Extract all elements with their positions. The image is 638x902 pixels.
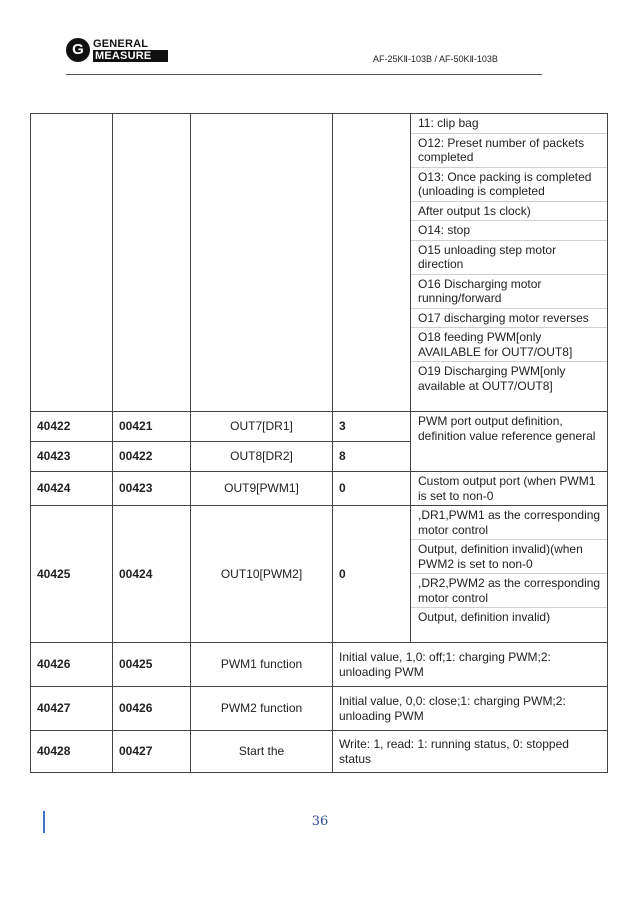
register-cell: 00426: [113, 687, 191, 731]
address-cell: 40422: [31, 412, 113, 442]
desc-line: PWM port output definition, definition value reference general: [418, 414, 596, 443]
company-logo: [66, 38, 168, 62]
address-cell: 40423: [31, 442, 113, 472]
description-cell: Initial value, 0,0: close;1: charging PWM;2: unloading PWM: [333, 687, 608, 731]
table-row: [31, 472, 608, 506]
address-cell: 40426: [31, 643, 113, 687]
description-cell: [411, 114, 608, 412]
name-cell: OUT10[PWM2]: [191, 506, 333, 643]
value-cell: 0: [333, 506, 411, 643]
register-cell: [113, 114, 191, 412]
name-cell: Start the: [191, 731, 333, 773]
desc-line: O19 Discharging PWM[only available at OUT7/OUT8]: [418, 364, 566, 393]
address-cell: 40425: [31, 506, 113, 643]
description-cell: [411, 472, 608, 506]
desc-line: After output 1s clock): [411, 202, 607, 222]
value-cell: 8: [333, 442, 411, 472]
desc-line: 11: clip bag: [411, 114, 607, 134]
page-number: 36: [311, 814, 329, 829]
logo-mark: G: [66, 38, 90, 62]
desc-line: Output, definition invalid): [418, 610, 551, 624]
description-cell: [411, 412, 608, 472]
model-number: AF-25KⅡ-103B / AF-50KⅡ-103B: [373, 54, 498, 64]
register-cell: 00423: [113, 472, 191, 506]
logo-word-measure: MEASURE: [93, 50, 168, 62]
name-cell: OUT8[DR2]: [191, 442, 333, 472]
description-cell: [411, 506, 608, 643]
desc-line: O16 Discharging motor running/forward: [411, 275, 607, 309]
page-margin-bar: [43, 811, 45, 833]
register-table: [30, 113, 608, 773]
desc-line: ,DR1,PWM1 as the corresponding motor control: [411, 506, 607, 540]
name-cell: OUT7[DR1]: [191, 412, 333, 442]
table-row: [31, 643, 608, 687]
register-cell: 00424: [113, 506, 191, 643]
desc-line: O14: stop: [411, 221, 607, 241]
table-row: [31, 412, 608, 442]
address-cell: 40424: [31, 472, 113, 506]
address-cell: 40428: [31, 731, 113, 773]
desc-line: O17 discharging motor reverses: [411, 309, 607, 329]
description-cell: Initial value, 1,0: off;1: charging PWM;2: unloading PWM: [333, 643, 608, 687]
name-cell: PWM2 function: [191, 687, 333, 731]
header-divider: [66, 74, 542, 75]
register-cell: 00425: [113, 643, 191, 687]
name-cell: OUT9[PWM1]: [191, 472, 333, 506]
name-cell: PWM1 function: [191, 643, 333, 687]
desc-line: O18 feeding PWM[only AVAILABLE for OUT7/OUT8]: [411, 328, 607, 362]
logo-word-general: GENERAL: [93, 38, 149, 50]
desc-line: Output, definition invalid)(when PWM2 is set to non-0: [411, 540, 607, 574]
address-cell: [31, 114, 113, 412]
table-row: [31, 506, 608, 643]
value-cell: [333, 114, 411, 412]
name-cell: [191, 114, 333, 412]
register-cell: 00421: [113, 412, 191, 442]
description-cell: Write: 1, read: 1: running status, 0: stopped status: [333, 731, 608, 773]
desc-line: O15 unloading step motor direction: [411, 241, 607, 275]
desc-line: O13: Once packing is completed (unloading is completed: [411, 168, 607, 202]
table-row: [31, 731, 608, 773]
register-cell: 00427: [113, 731, 191, 773]
desc-line: Custom output port (when PWM1 is set to non-0: [418, 474, 596, 503]
desc-line: ,DR2,PWM2 as the corresponding motor control: [411, 574, 607, 608]
desc-line: O12: Preset number of packets completed: [411, 134, 607, 168]
register-cell: 00422: [113, 442, 191, 472]
table-row: [31, 687, 608, 731]
value-cell: 0: [333, 472, 411, 506]
address-cell: 40427: [31, 687, 113, 731]
logo-wordmark: [93, 38, 168, 62]
value-cell: 3: [333, 412, 411, 442]
table-row: [31, 114, 608, 412]
